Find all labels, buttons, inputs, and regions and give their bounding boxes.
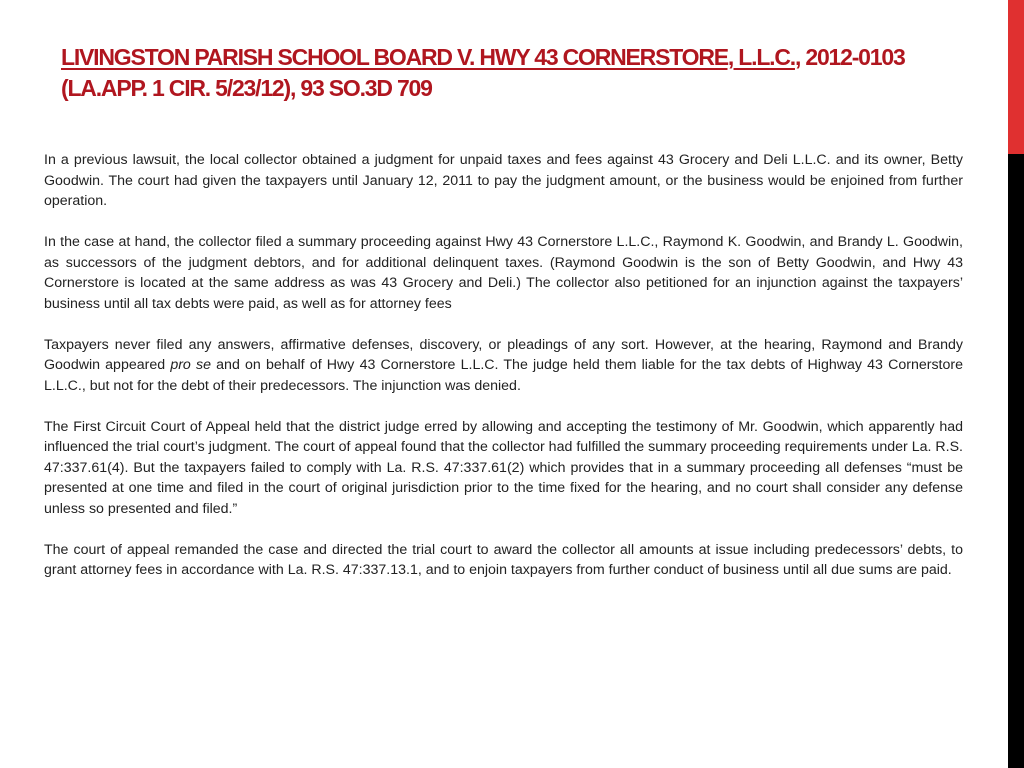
slide-title bbox=[61, 42, 961, 104]
paragraph-remand: The court of appeal remanded the case and directed the trial court to award the collector all amounts at issue including predecessors’ debts, to grant attorney fees in accordance with La. R.S. 47:337.13.1, and to enjoin taxpayers from further conduct of business until all due sums are paid. bbox=[44, 541, 963, 578]
accent-bar-red bbox=[1008, 0, 1024, 154]
case-citation: , 2012-0103 (LA.APP. 1 CIR. 5/23/12), 93 SO.3D 709 bbox=[61, 44, 905, 101]
pro-se-term: pro se bbox=[170, 357, 211, 373]
accent-bar-black bbox=[1008, 154, 1024, 768]
paragraph-case-at-hand: In the case at hand, the collector filed a summary proceeding against Hwy 43 Cornerstore L.L.C., Raymond K. Goodwin, and Brandy L. Goodwin, as successors of the judgment debtors, and for additional delinquent taxes. (Raymond Goodwin is the son of Betty Goodwin, and Hwy 43 Cornerstore is located at the same address as was 43 Grocery and Deli.) The collector also petitioned for an injunction against the taxpayers’ business until all tax debts were paid, as well as for attorney fees bbox=[44, 234, 963, 312]
paragraph-hearing-before: Taxpayers never filed any answers, affirmative defenses, discovery, or pleadings of any sort. However, at the hearing, Raymond and Brandy Goodwin appeared bbox=[44, 336, 963, 373]
paragraph-hearing-after: and on behalf of Hwy 43 Cornerstore L.L.C. The judge held them liable for the tax debts of Highway 43 Cornerstore L.L.C., but not for the debt of their predecessors. The injunction was denied. bbox=[44, 357, 963, 394]
paragraph-appeal-holding: The First Circuit Court of Appeal held that the district judge erred by allowing and accepting the testimony of Mr. Goodwin, which apparently had influenced the trial court’s judgment. The court of appeal found that the collector had fulfilled the summary proceeding requirements under La. R.S. 47:337.61(4). But the taxpayers failed to comply with La. R.S. 47:337.61(2) which provides that in a summary proceeding all defenses “must be presented at one time and filed in the court of original jurisdiction prior to the time fixed for the hearing, and no court shall consider any defense unless so presented and filed.” bbox=[44, 418, 963, 517]
paragraph-hearing bbox=[44, 335, 963, 397]
case-name: LIVINGSTON PARISH SCHOOL BOARD V. HWY 43 CORNERSTORE, L.L.C. bbox=[61, 44, 795, 70]
paragraph-prior-lawsuit: In a previous lawsuit, the local collector obtained a judgment for unpaid taxes and fees against 43 Grocery and Deli L.L.C. and its owner, Betty Goodwin. The court had given the taxpayers until January 12, 2011 to pay the judgment amount, or the business would be enjoined from further operation. bbox=[44, 152, 963, 209]
slide-body bbox=[44, 150, 963, 601]
